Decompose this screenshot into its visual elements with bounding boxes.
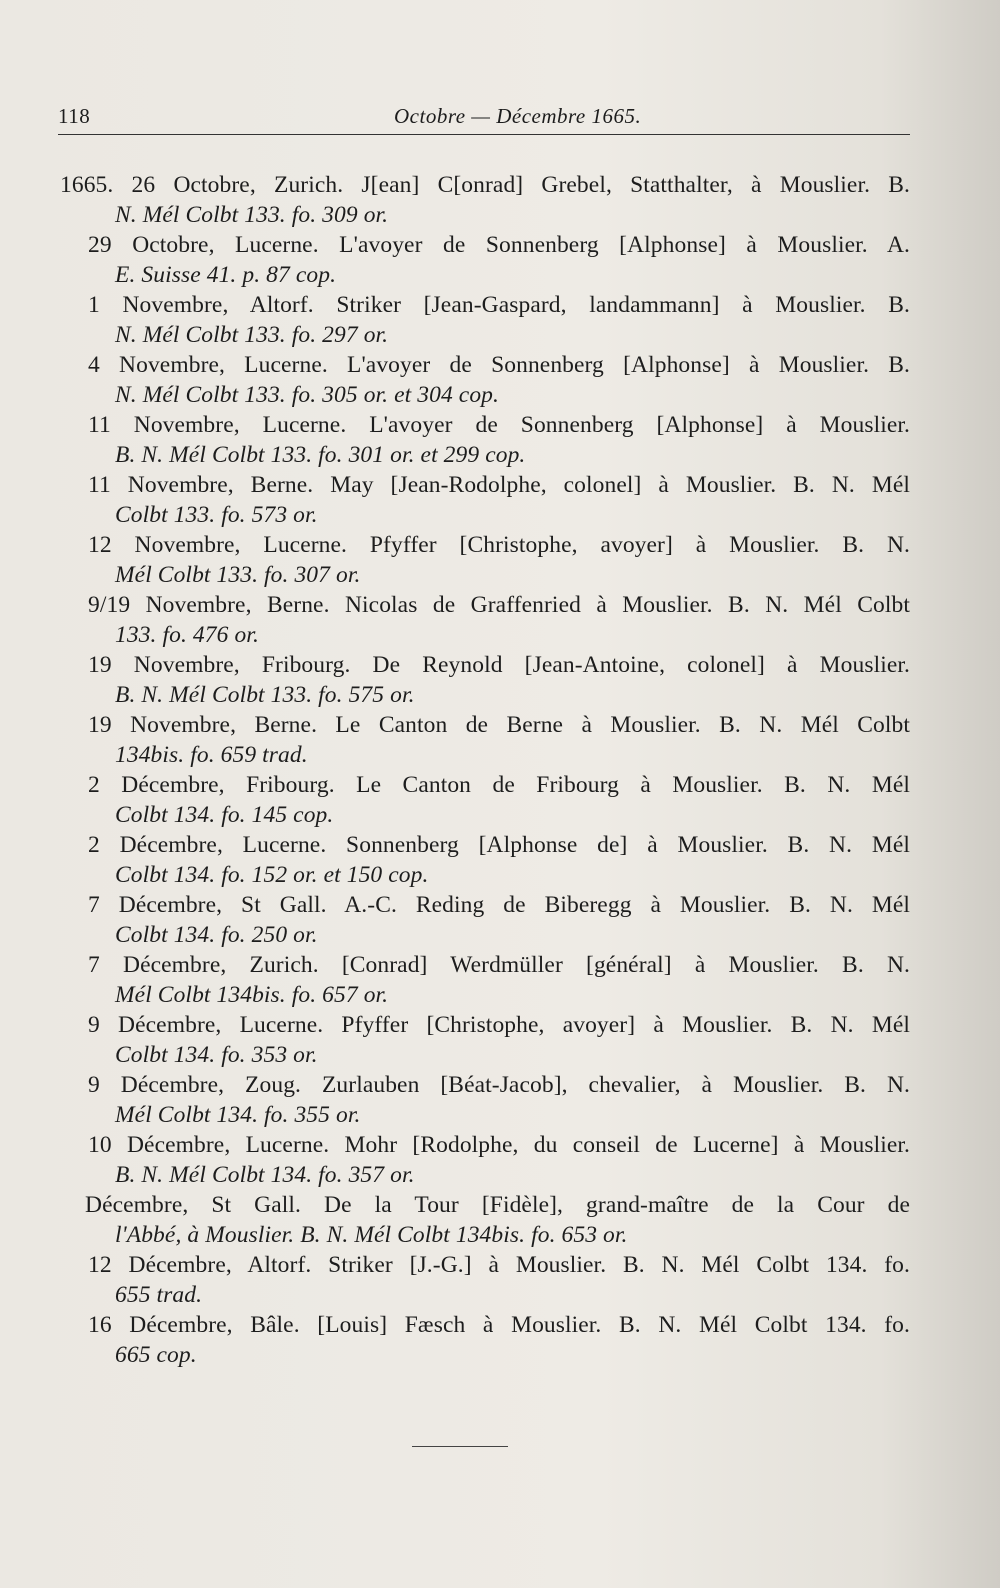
entry-first-line: 11 Novembre, Berne. May [Jean-Rodolphe, colonel] à Mouslier. B. N. Mél — [88, 472, 910, 498]
entry-reference: 655 trad. — [115, 1282, 203, 1308]
list-item — [88, 1070, 910, 1130]
entry-reference: B. N. Mél Colbt 133. fo. 575 or. — [115, 682, 415, 708]
closing-rule — [412, 1446, 508, 1447]
running-head — [58, 104, 910, 135]
entry-first-line: 1665. 26 Octobre, Zurich. J[ean] C[onrad] Grebel, Statthalter, à Mouslier. B. — [60, 172, 910, 198]
entry-reference: B. N. Mél Colbt 133. fo. 301 or. et 299 cop. — [115, 442, 526, 468]
list-item — [88, 410, 910, 470]
list-item — [88, 290, 910, 350]
list-item — [88, 1010, 910, 1070]
entry-first-line: 1 Novembre, Altorf. Striker [Jean-Gaspard, landammann] à Mouslier. B. — [88, 292, 910, 318]
list-item — [88, 650, 910, 710]
page-number: 118 — [58, 104, 91, 128]
entry-reference: N. Mél Colbt 133. fo. 297 or. — [115, 322, 389, 348]
entry-reference: 665 cop. — [115, 1342, 197, 1368]
entry-first-line: 10 Décembre, Lucerne. Mohr [Rodolphe, du conseil de Lucerne] à Mouslier. — [88, 1132, 910, 1158]
entry-first-line: 29 Octobre, Lucerne. L'avoyer de Sonnenberg [Alphonse] à Mouslier. A. — [88, 232, 910, 258]
entry-first-line: 12 Décembre, Altorf. Striker [J.-G.] à Mouslier. B. N. Mél Colbt 134. fo. — [88, 1252, 910, 1278]
entry-first-line: 9 Décembre, Lucerne. Pfyffer [Christophe, avoyer] à Mouslier. B. N. Mél — [88, 1012, 910, 1038]
list-item — [85, 1190, 910, 1250]
list-item — [88, 1250, 910, 1310]
entry-reference: 134bis. fo. 659 trad. — [115, 742, 308, 768]
entry-first-line: 11 Novembre, Lucerne. L'avoyer de Sonnenberg [Alphonse] à Mouslier. — [88, 412, 910, 438]
entry-first-line: 2 Décembre, Fribourg. Le Canton de Fribourg à Mouslier. B. N. Mél — [88, 772, 910, 798]
entry-reference: E. Suisse 41. p. 87 cop. — [115, 262, 337, 288]
entry-reference: Mél Colbt 134. fo. 355 or. — [115, 1102, 361, 1128]
list-item — [88, 530, 910, 590]
list-item — [88, 710, 910, 770]
list-item — [88, 1130, 910, 1190]
entry-first-line: 19 Novembre, Fribourg. De Reynold [Jean-Antoine, colonel] à Mouslier. — [88, 652, 910, 678]
entry-reference: 133. fo. 476 or. — [115, 622, 259, 648]
list-item — [88, 470, 910, 530]
entry-first-line: 9/19 Novembre, Berne. Nicolas de Graffenried à Mouslier. B. N. Mél Colbt — [88, 592, 910, 618]
entry-reference: B. N. Mél Colbt 134. fo. 357 or. — [115, 1162, 415, 1188]
list-item — [88, 230, 910, 290]
list-item — [88, 890, 910, 950]
entry-first-line: 4 Novembre, Lucerne. L'avoyer de Sonnenberg [Alphonse] à Mouslier. B. — [88, 352, 910, 378]
entry-first-line: 7 Décembre, St Gall. A.-C. Reding de Biberegg à Mouslier. B. N. Mél — [88, 892, 910, 918]
list-item — [88, 950, 910, 1010]
entry-first-line: 19 Novembre, Berne. Le Canton de Berne à Mouslier. B. N. Mél Colbt — [88, 712, 910, 738]
entry-reference: N. Mél Colbt 133. fo. 309 or. — [115, 202, 389, 228]
entry-first-line: 16 Décembre, Bâle. [Louis] Fæsch à Mouslier. B. N. Mél Colbt 134. fo. — [88, 1312, 910, 1338]
entry-list — [60, 170, 910, 1370]
entry-reference: Mél Colbt 134bis. fo. 657 or. — [115, 982, 389, 1008]
running-title: Octobre — Décembre 1665. — [394, 104, 642, 128]
entry-reference: N. Mél Colbt 133. fo. 305 or. et 304 cop. — [115, 382, 500, 408]
list-item — [88, 590, 910, 650]
entry-first-line: 2 Décembre, Lucerne. Sonnenberg [Alphonse de] à Mouslier. B. N. Mél — [88, 832, 910, 858]
list-item — [88, 1310, 910, 1370]
list-item — [60, 170, 910, 230]
list-item — [88, 830, 910, 890]
entry-first-line: 7 Décembre, Zurich. [Conrad] Werdmüller [général] à Mouslier. B. N. — [88, 952, 910, 978]
entry-first-line: 9 Décembre, Zoug. Zurlauben [Béat-Jacob], chevalier, à Mouslier. B. N. — [88, 1072, 910, 1098]
entry-first-line: 12 Novembre, Lucerne. Pfyffer [Christophe, avoyer] à Mouslier. B. N. — [88, 532, 910, 558]
list-item — [88, 770, 910, 830]
entry-reference: l'Abbé, à Mouslier. B. N. Mél Colbt 134bis. fo. 653 or. — [115, 1222, 628, 1248]
entry-reference: Mél Colbt 133. fo. 307 or. — [115, 562, 361, 588]
entry-reference: Colbt 134. fo. 145 cop. — [115, 802, 334, 828]
entry-reference: Colbt 134. fo. 250 or. — [115, 922, 318, 948]
list-item — [88, 350, 910, 410]
entry-reference: Colbt 134. fo. 152 or. et 150 cop. — [115, 862, 429, 888]
entry-reference: Colbt 133. fo. 573 or. — [115, 502, 318, 528]
entry-first-line: Décembre, St Gall. De la Tour [Fidèle], grand-maître de la Cour de — [85, 1192, 910, 1218]
entry-reference: Colbt 134. fo. 353 or. — [115, 1042, 318, 1068]
